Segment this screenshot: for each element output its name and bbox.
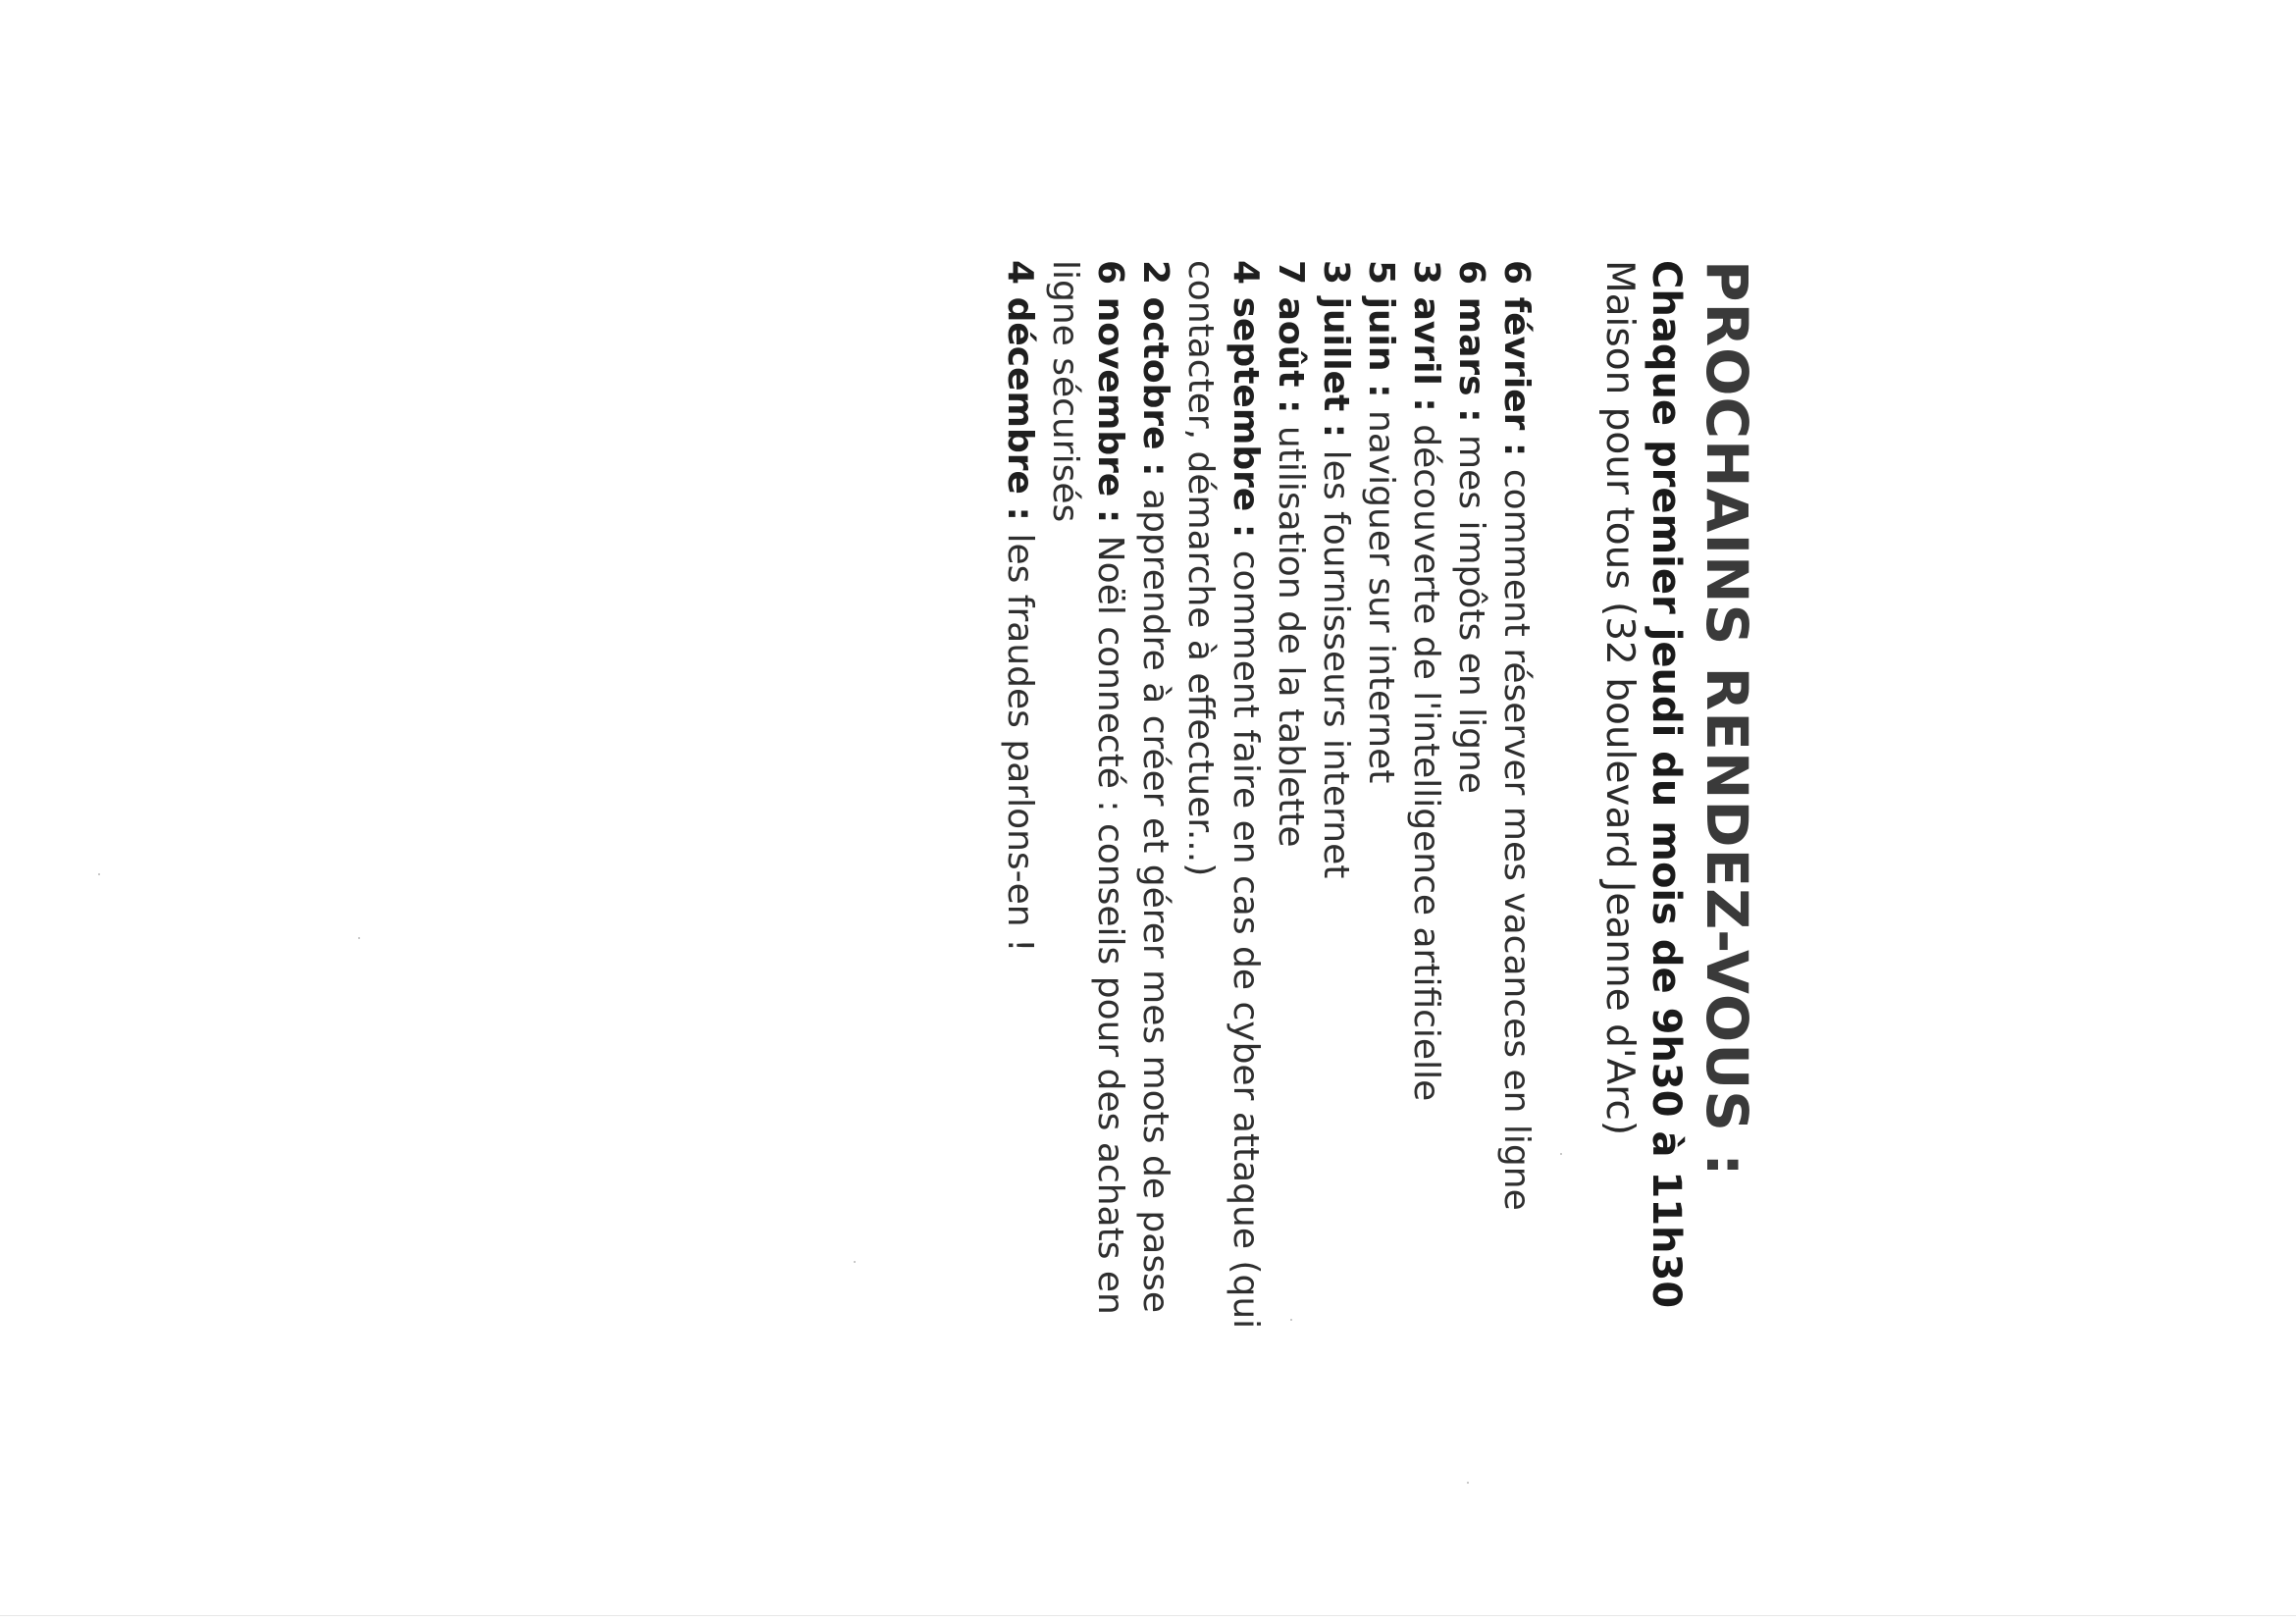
event-date: 6 novembre bbox=[1090, 260, 1130, 497]
event-item bbox=[1042, 260, 1132, 1339]
event-item bbox=[1268, 260, 1313, 1339]
event-separator: : bbox=[1406, 385, 1446, 425]
event-separator: : bbox=[1451, 395, 1491, 436]
event-item bbox=[1403, 260, 1448, 1339]
event-description: Noël connecté : conseils pour des achats en ligne sécurisés bbox=[1045, 260, 1130, 1315]
event-date: 6 mars bbox=[1451, 260, 1491, 396]
event-date: 3 avril bbox=[1406, 260, 1446, 386]
event-description: les fraudes parlons-en ! bbox=[1000, 533, 1040, 953]
event-date: 6 février bbox=[1496, 260, 1537, 431]
event-item bbox=[997, 260, 1042, 1339]
scan-speck bbox=[1467, 1482, 1469, 1484]
event-separator: : bbox=[1000, 494, 1040, 534]
event-description: découverte de l'intelligence artificielle bbox=[1406, 424, 1446, 1102]
venue-line: Maison pour tous (32 boulevard Jeanne d'Arc) bbox=[1597, 260, 1642, 1136]
scan-speck bbox=[358, 937, 360, 939]
event-description: les fournisseurs internet bbox=[1316, 449, 1356, 879]
event-date: 4 septembre bbox=[1226, 260, 1266, 512]
scan-speck bbox=[98, 873, 100, 875]
event-item bbox=[1313, 260, 1358, 1339]
event-description: comment faire en cas de cyber attaque (qui contacter, démarche à effectuer...) bbox=[1180, 260, 1266, 1330]
scan-speck bbox=[854, 1261, 856, 1263]
event-item bbox=[1493, 260, 1539, 1339]
event-separator: : bbox=[1361, 371, 1401, 410]
event-date: 2 octobre bbox=[1135, 260, 1175, 450]
event-item bbox=[1132, 260, 1177, 1339]
event-description: comment réserver mes vacances en ligne bbox=[1496, 468, 1537, 1211]
rotated-content bbox=[981, 260, 1760, 1339]
event-description: apprendre à créer et gérer mes mots de passe bbox=[1135, 489, 1175, 1314]
event-description: naviguer sur internet bbox=[1361, 410, 1401, 784]
event-date: 5 juin bbox=[1361, 260, 1401, 372]
event-separator: : bbox=[1496, 430, 1537, 469]
event-item bbox=[1448, 260, 1493, 1339]
event-item bbox=[1358, 260, 1403, 1339]
schedule-line: Chaque premier jeudi du mois de 9h30 à 11h30 bbox=[1644, 260, 1689, 1309]
event-description: utilisation de la tablette bbox=[1271, 425, 1311, 848]
event-separator: : bbox=[1135, 449, 1175, 490]
event-date: 4 décembre bbox=[1000, 260, 1040, 495]
scan-edge bbox=[0, 1615, 2296, 1616]
scan-speck bbox=[1290, 1319, 1292, 1321]
event-list bbox=[997, 260, 1539, 1339]
scan-speck bbox=[1560, 1153, 1562, 1155]
event-item bbox=[1177, 260, 1268, 1339]
page-title: PROCHAINS RENDEZ-VOUS : bbox=[1694, 260, 1760, 1178]
event-description: mes impôts en ligne bbox=[1451, 435, 1491, 794]
event-separator: : bbox=[1271, 387, 1311, 426]
event-separator: : bbox=[1090, 497, 1130, 536]
event-date: 3 juillet bbox=[1316, 260, 1356, 412]
event-date: 7 août bbox=[1271, 260, 1311, 388]
event-separator: : bbox=[1316, 411, 1356, 450]
event-separator: : bbox=[1226, 511, 1266, 550]
